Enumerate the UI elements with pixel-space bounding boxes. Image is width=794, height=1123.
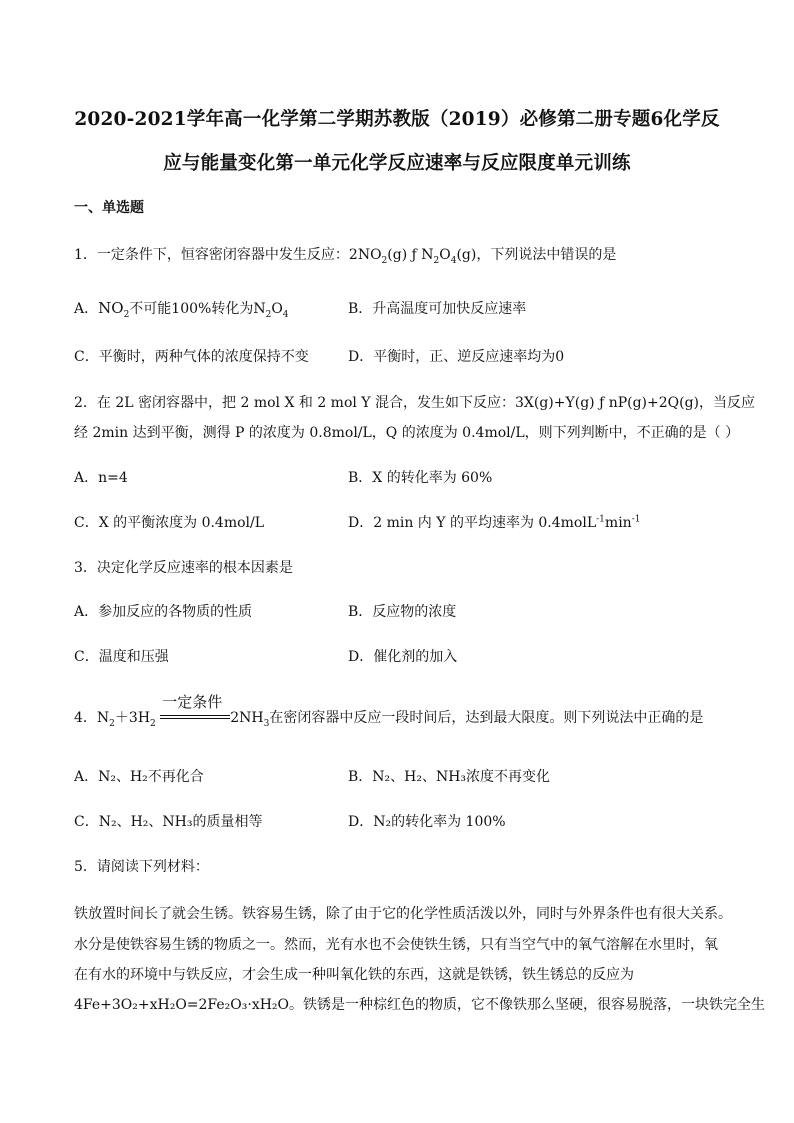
question-2-stem-line-1: 2．在 2L 密闭容器中，把 2 mol X 和 2 mol Y 混合，发生如下反应：3X(g)+Y(g) ƒ nP(g)+2Q(g)，当反应: [74, 395, 756, 411]
q2-option-c: C．X 的平衡浓度为 0.4mol/L: [74, 515, 265, 531]
q3-option-b: B．反应物的浓度: [348, 604, 457, 620]
question-4-stem: 4．$N_2+3H_2$ 一定条件 $2NH_3$在密闭容器中反应一段时间后，达到最大限度。则下列说法中正确的是: [74, 693, 704, 729]
question-2-stem-line-2: 经 2min 达到平衡，测得 P 的浓度为 0.8mol/L，Q 的浓度为 0.4mol/L，则下列判断中，不正确的是（ ）: [74, 425, 740, 441]
question-3-stem: 3．决定化学反应速率的根本因素是: [74, 560, 293, 576]
material-line-3: 在有水的环境中与铁反应，才会生成一种叫氧化铁的东西，这就是铁锈，铁生锈总的反应为: [74, 967, 634, 983]
section-heading: 一、单选题: [74, 200, 144, 216]
q4-option-b: B．N₂、H₂、NH₃浓度不再变化: [348, 769, 551, 785]
q3-option-c: C．温度和压强: [74, 649, 169, 665]
question-1-stem: 1．一定条件下，恒容密闭容器中发生反应：$2NO_2(g)$ ƒ $N_2O_4(g)$，下列说法中错误的是: [74, 247, 617, 266]
q2-option-d: D．2 min 内 Y 的平均速率为 $0.4molL^{-1}\min^{-1}$: [348, 514, 641, 531]
title-line-1: 2020-2021学年高一化学第二学期苏教版（2019）必修第二册专题6化学反: [74, 109, 720, 130]
q2-option-b: B．X 的转化率为 60%: [348, 470, 493, 486]
q1-option-a: A．$NO_2$不可能100%转化为$N_2O_4$: [74, 299, 289, 320]
q1-option-c: C．平衡时，两种气体的浓度保持不变: [74, 349, 309, 365]
title-line-2: 应与能量变化第一单元化学反应速率与反应限度单元训练: [163, 153, 631, 174]
material-line-1: 铁放置时间长了就会生锈。铁容易生锈，除了由于它的化学性质活泼以外，同时与外界条件也有很大关系。: [74, 906, 732, 922]
q2-option-a: A．n=4: [74, 470, 128, 486]
question-5-stem: 5．请阅读下列材料：: [74, 859, 209, 875]
q3-option-d: D．催化剂的加入: [348, 649, 458, 665]
q4-option-d: D．N₂的转化率为 100%: [348, 814, 506, 830]
q1-option-d: D．平衡时，正、逆反应速率均为0: [348, 349, 565, 365]
q3-option-a: A．参加反应的各物质的性质: [74, 604, 253, 620]
material-line-4: 4Fe+3O₂+xH₂O=2Fe₂O₃·xH₂O。铁锈是一种棕红色的物质，它不像铁那么坚硬，很容易脱落，一块铁完全生: [74, 997, 766, 1013]
reaction-condition-arrow: 一定条件: [160, 711, 230, 725]
q1-option-b: B．升高温度可加快反应速率: [348, 301, 527, 317]
q4-option-a: A．N₂、H₂不再化合: [74, 769, 204, 785]
material-line-2: 水分是使铁容易生锈的物质之一。然而，光有水也不会使铁生锈，只有当空气中的氧气溶解在水里时，氧: [74, 937, 718, 953]
q4-option-c: C．N₂、H₂、NH₃的质量相等: [74, 814, 263, 830]
